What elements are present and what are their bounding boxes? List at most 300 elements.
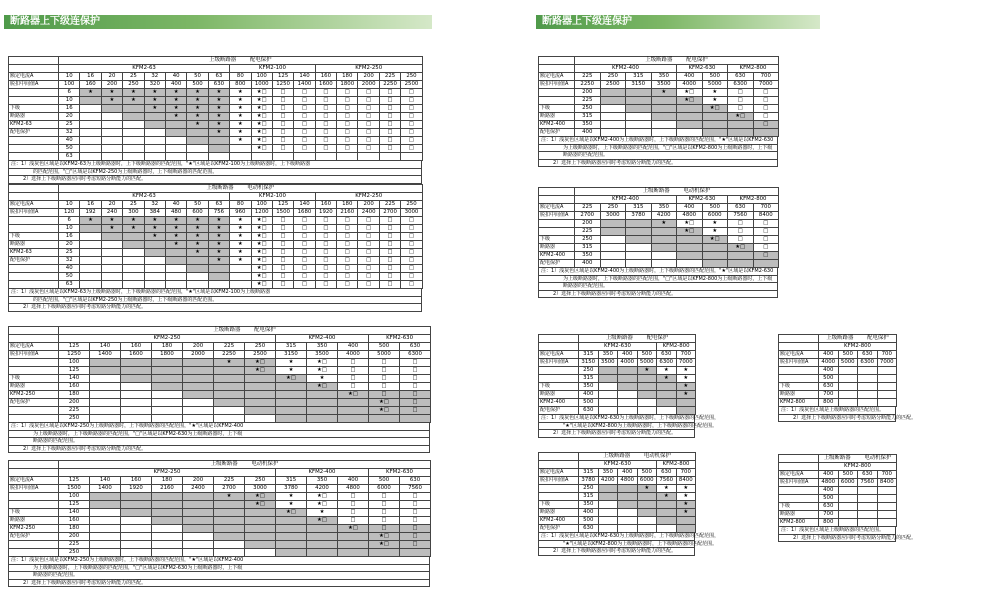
coordination-cell: ★	[208, 129, 229, 137]
trip-current-value: 4000	[618, 359, 638, 367]
coordination-cell: □	[272, 273, 293, 281]
coordination-cell	[187, 273, 208, 281]
coordination-cell: ★	[187, 233, 208, 241]
coordination-cell: □	[379, 241, 400, 249]
coordination-cell	[245, 541, 276, 549]
rated-current-value: 200	[358, 201, 379, 209]
lower-breaker-label: 下级	[779, 503, 819, 511]
group-corner	[539, 343, 579, 351]
lower-breaker-label	[9, 273, 59, 281]
table-footnote: 的匹配范围，"□"区域是以KFM2-250为上级断路器时，上下级断路器的匹配范围。	[8, 169, 422, 177]
coordination-cell	[183, 533, 214, 541]
upper-model-group: KFM2-800	[657, 461, 696, 469]
coordination-cell	[369, 549, 400, 557]
coordination-cell: ★	[187, 217, 208, 225]
coordination-cell: ★	[123, 217, 144, 225]
coordination-cell	[618, 407, 638, 415]
lower-rating-value: 16	[59, 233, 80, 241]
upper-model-group: KFM2-250	[315, 65, 422, 73]
coordination-cell: □	[337, 113, 358, 121]
coordination-cell: □	[753, 121, 779, 129]
upper-model-group: KFM2-100	[230, 65, 316, 73]
coordination-cell	[144, 113, 165, 121]
coordination-cell: ★	[230, 105, 251, 113]
table-footnote: 为上级断路器时，上下级断路器的匹配范围，"□"区域是以KFM2-800为上级断路器时，上下级	[538, 276, 778, 284]
coordination-cell	[121, 525, 152, 533]
coordination-cell: ★	[676, 485, 696, 493]
coordination-cell	[80, 265, 101, 273]
coordination-cell: □	[337, 217, 358, 225]
coordination-cell	[676, 517, 696, 525]
lower-breaker-label: KFM2-400	[539, 399, 579, 407]
coordination-cell: ★□	[251, 225, 272, 233]
coordination-cell: ★	[702, 228, 728, 236]
rated-current-label: 额定电流A	[9, 73, 59, 81]
table-footnote: 注：1）浅灰色区域是以KFM2-630为上级断路器时，上下级断路器的匹配范围，	[538, 533, 695, 541]
trip-current-value: 2500	[245, 351, 276, 359]
rated-current-value: 180	[152, 343, 183, 351]
coordination-cell	[637, 509, 657, 517]
coordination-cell: □	[753, 113, 779, 121]
coordination-cell: □	[272, 225, 293, 233]
coordination-cell	[80, 97, 101, 105]
coordination-cell	[626, 105, 652, 113]
lower-rating-value: 315	[579, 375, 599, 383]
coordination-cell: ★	[307, 375, 338, 383]
coordination-cell: ★□	[251, 265, 272, 273]
coordination-cell	[598, 399, 618, 407]
upper-model-group: KFM2-800	[728, 196, 779, 204]
upper-model-group: KFM2-800	[819, 463, 897, 471]
lower-breaker-label: 配电保护	[9, 399, 59, 407]
coordination-cell: ★□	[276, 509, 307, 517]
coordination-cell: ★□	[276, 375, 307, 383]
coordination-cell: ★	[637, 485, 657, 493]
trip-current-value: 5000	[369, 351, 400, 359]
coordination-cell: ★□	[369, 533, 400, 541]
coordination-cell	[276, 549, 307, 557]
coordination-cell: ★□	[307, 383, 338, 391]
coordination-cell	[877, 503, 897, 511]
coordination-cell: □	[272, 241, 293, 249]
coordination-cell: □	[358, 217, 379, 225]
coordination-cell: □	[337, 241, 358, 249]
coordination-cell	[276, 399, 307, 407]
coordination-table-kfm2-800-motor	[778, 454, 974, 542]
coordination-cell	[121, 399, 152, 407]
coordination-cell	[651, 129, 677, 137]
coordination-cell	[245, 391, 276, 399]
coordination-cell	[877, 487, 897, 495]
rated-current-value: 400	[338, 343, 369, 351]
lower-breaker-label: 下级	[539, 501, 579, 509]
trip-current-value: 2700	[575, 212, 601, 220]
coordination-cell: ★□	[251, 145, 272, 153]
coordination-cell	[637, 493, 657, 501]
coordination-cell	[187, 153, 208, 161]
coordination-cell: ★	[676, 367, 696, 375]
coordination-cell	[208, 265, 229, 273]
upper-model-group: KFM2-800	[728, 65, 779, 73]
coordination-cell	[183, 375, 214, 383]
coordination-cell	[858, 495, 878, 503]
coordination-cell	[123, 273, 144, 281]
table-footnote: 为上级断路器时，上下级断路器的匹配范围，"□"区域是以KFM2-630为上级断路器时，上下级	[8, 565, 430, 573]
rated-current-value: 125	[59, 343, 90, 351]
trip-current-value: 1400	[90, 351, 121, 359]
coordination-cell	[121, 359, 152, 367]
rated-current-value: 140	[294, 201, 315, 209]
coordination-cell	[276, 391, 307, 399]
table-footnote: 注：1）浅灰色区域是以KFM2-250为上级断路器时，上下级断路器的匹配范围，"★"区域是以KFM2-400	[8, 423, 430, 431]
coordination-cell: □	[401, 137, 422, 145]
group-corner	[9, 469, 59, 477]
coordination-cell: ★	[165, 217, 186, 225]
coordination-cell	[307, 391, 338, 399]
coordination-cell	[838, 511, 858, 519]
coordination-cell: □	[337, 273, 358, 281]
coordination-cell	[677, 105, 703, 113]
lower-rating-value: 630	[819, 383, 839, 391]
coordination-cell: □	[379, 217, 400, 225]
upper-model-group: KFM2-400	[276, 469, 369, 477]
lower-rating-value: 25	[59, 249, 80, 257]
coordination-cell	[165, 265, 186, 273]
coordination-cell	[600, 244, 626, 252]
coordination-cell: □	[294, 273, 315, 281]
coordination-cell: ★	[208, 121, 229, 129]
lower-rating-value: 225	[575, 228, 601, 236]
coordination-cell: □	[272, 257, 293, 265]
table-footnote: 注：1）浅灰色区域是以KFM2-630为上级断路器时，上下级断路器的匹配范围，	[538, 415, 695, 423]
coordination-cell	[121, 493, 152, 501]
trip-current-value: 6000	[702, 212, 728, 220]
coordination-cell: □	[338, 359, 369, 367]
trip-current-value: 1920	[315, 209, 336, 217]
coordination-cell	[838, 391, 858, 399]
upper-model-group: KFM2-630	[677, 196, 728, 204]
coordination-cell: ★□	[307, 359, 338, 367]
coordination-cell	[144, 273, 165, 281]
coordination-cell	[165, 273, 186, 281]
trip-current-label: 脱扣中间值A	[9, 351, 59, 359]
coordination-cell	[183, 367, 214, 375]
rated-current-value: 160	[315, 201, 336, 209]
lower-rating-value: 250	[579, 367, 599, 375]
coordination-cell	[400, 415, 431, 423]
coordination-cell: □	[401, 113, 422, 121]
table-title	[59, 327, 431, 335]
rated-current-value: 80	[230, 201, 251, 209]
coordination-cell: □	[400, 383, 431, 391]
rated-current-value: 200	[183, 343, 214, 351]
trip-current-label: 脱扣中间值A	[539, 359, 579, 367]
coordination-cell	[208, 145, 229, 153]
coordination-cell: □	[369, 375, 400, 383]
coordination-table-kfm2-400-motor	[538, 187, 778, 298]
coordination-cell	[101, 265, 122, 273]
coordination-cell	[858, 511, 878, 519]
lower-rating-value: 350	[575, 252, 601, 260]
rated-current-value: 350	[307, 477, 338, 485]
trip-current-value: 1250	[272, 81, 293, 89]
coordination-table-kfm2-630-motor	[538, 452, 772, 556]
coordination-cell	[838, 519, 858, 527]
coordination-cell	[338, 407, 369, 415]
rated-current-label: 额定电流A	[539, 351, 579, 359]
coordination-cell	[338, 541, 369, 549]
lower-breaker-label: KFM2-800	[779, 519, 819, 527]
rated-current-value: 160	[121, 477, 152, 485]
coordination-cell	[600, 113, 626, 121]
lower-breaker-label	[9, 359, 59, 367]
coordination-cell	[123, 249, 144, 257]
trip-current-value: 7560	[858, 479, 878, 487]
rated-current-value: 63	[208, 73, 229, 81]
rated-current-value: 350	[598, 469, 618, 477]
rated-current-value: 125	[59, 477, 90, 485]
trip-current-value: 1920	[121, 485, 152, 493]
trip-current-value: 7560	[400, 485, 431, 493]
upper-model-group: KFM2-630	[677, 65, 728, 73]
coordination-cell: □	[315, 233, 336, 241]
coordination-cell: ★	[230, 249, 251, 257]
coordination-cell: □	[315, 225, 336, 233]
table-corner	[779, 455, 819, 463]
lower-breaker-label: 断路器	[539, 509, 579, 517]
coordination-cell	[753, 129, 779, 137]
coordination-cell	[152, 399, 183, 407]
coordination-cell: □	[337, 129, 358, 137]
upper-model-group: KFM2-250	[59, 469, 276, 477]
rated-current-value: 400	[819, 351, 839, 359]
coordination-cell: □	[379, 105, 400, 113]
rated-current-value: 700	[877, 471, 897, 479]
table-footnote: 2）选择上下级断路器应同时考虑短路分断能力的匹配。	[778, 415, 896, 423]
coordination-cell: ★	[230, 257, 251, 265]
coordination-cell: ★	[676, 375, 696, 383]
rated-current-value: 225	[379, 73, 400, 81]
coordination-cell	[183, 509, 214, 517]
trip-current-value: 6300	[858, 359, 878, 367]
coordination-cell: □	[401, 249, 423, 257]
coordination-cell: □	[400, 407, 431, 415]
coordination-cell: □	[401, 129, 422, 137]
upper-model-group: KFM2-63	[59, 193, 230, 201]
lower-rating-value: 125	[59, 501, 90, 509]
trip-current-value: 1600	[121, 351, 152, 359]
coordination-cell	[877, 367, 897, 375]
lower-rating-value: 160	[59, 383, 90, 391]
coordination-cell: □	[379, 257, 400, 265]
coordination-cell	[858, 383, 878, 391]
trip-current-value: 2250	[214, 351, 245, 359]
coordination-cell	[80, 113, 101, 121]
table-footnote: 的匹配范围，"□"区域是以KFM2-250为上级断路器时，上下级断路器的匹配范围。	[8, 297, 422, 305]
lower-rating-value: 100	[59, 493, 90, 501]
coordination-cell: ★□	[251, 105, 272, 113]
coordination-cell: ★	[123, 97, 144, 105]
trip-current-value: 3780	[626, 212, 652, 220]
lower-rating-value: 250	[59, 549, 90, 557]
coordination-cell: □	[294, 145, 315, 153]
lower-rating-value: 63	[59, 153, 80, 161]
coordination-cell: □	[401, 233, 423, 241]
coordination-cell	[626, 220, 652, 228]
coordination-cell	[401, 153, 422, 161]
coordination-cell	[677, 129, 703, 137]
trip-current-value: 480	[165, 209, 186, 217]
trip-current-value: 2400	[358, 209, 379, 217]
coordination-cell	[245, 525, 276, 533]
table-footnote: 断路器的匹配范围。	[538, 283, 778, 291]
coordination-cell: ★	[101, 217, 122, 225]
coordination-cell: □	[369, 367, 400, 375]
lower-rating-value: 225	[575, 97, 601, 105]
coordination-cell: □	[401, 89, 422, 97]
lower-breaker-label	[9, 367, 59, 375]
lower-breaker-label: KFM2-400	[539, 121, 575, 129]
rated-current-value: 500	[838, 471, 858, 479]
trip-current-value: 3500	[651, 81, 677, 89]
coordination-cell	[598, 493, 618, 501]
coordination-cell	[838, 503, 858, 511]
coordination-cell: ★□	[338, 391, 369, 399]
coordination-cell	[245, 517, 276, 525]
protection-type-title: 配电保护	[867, 335, 889, 342]
lower-rating-value: 700	[819, 391, 839, 399]
coordination-cell	[183, 517, 214, 525]
lower-breaker-label: 下级	[539, 236, 575, 244]
lower-rating-value: 6	[59, 89, 80, 97]
coordination-cell	[245, 509, 276, 517]
trip-current-value: 240	[101, 209, 122, 217]
coordination-cell: □	[294, 129, 315, 137]
table-title	[579, 453, 696, 461]
coordination-cell	[858, 375, 878, 383]
coordination-cell	[90, 525, 121, 533]
rated-current-value: 700	[676, 351, 696, 359]
coordination-cell	[600, 89, 626, 97]
rated-current-value: 225	[214, 477, 245, 485]
coordination-cell: □	[337, 249, 358, 257]
coordination-cell: □	[358, 89, 379, 97]
coordination-cell	[121, 533, 152, 541]
coordination-cell	[80, 105, 101, 113]
coordination-cell	[214, 375, 245, 383]
coordination-cell	[80, 273, 101, 281]
rated-current-value: 250	[401, 201, 423, 209]
coordination-cell	[121, 383, 152, 391]
table-corner	[539, 453, 579, 461]
coordination-cell: □	[400, 517, 431, 525]
table-footnote: 断路器的匹配范围。	[538, 152, 778, 160]
coordination-cell	[618, 509, 638, 517]
coordination-cell	[90, 509, 121, 517]
coordination-cell: □	[379, 89, 400, 97]
coordination-cell	[208, 273, 229, 281]
lower-rating-value: 250	[575, 236, 601, 244]
upper-model-group: KFM2-800	[657, 343, 696, 351]
table-footnote: 注：1）浅灰色区域是以KFM2-250为上级断路器时，上下级断路器的匹配范围，"★"区域是以KFM2-400	[8, 557, 430, 565]
coordination-cell: ★	[165, 113, 186, 121]
coordination-cell	[80, 225, 101, 233]
lower-breaker-label: 下级	[9, 375, 59, 383]
trip-current-label: 脱扣中间值A	[539, 477, 579, 485]
coordination-cell: ★	[230, 129, 251, 137]
coordination-cell: □	[369, 525, 400, 533]
rated-current-value: 250	[401, 73, 422, 81]
coordination-cell: □	[358, 257, 379, 265]
coordination-cell	[626, 97, 652, 105]
lower-breaker-label: 断路器	[539, 113, 575, 121]
coordination-table-kfm2-63-motor	[8, 184, 432, 312]
lower-breaker-label	[539, 97, 575, 105]
coordination-cell	[183, 501, 214, 509]
upper-breaker-title: 上级断路器	[213, 327, 241, 334]
lower-rating-value: 180	[59, 391, 90, 399]
trip-current-value: 6000	[838, 479, 858, 487]
coordination-cell	[152, 533, 183, 541]
coordination-cell: □	[294, 121, 315, 129]
coordination-cell: □	[358, 113, 379, 121]
lower-breaker-label	[9, 493, 59, 501]
trip-current-value: 5000	[838, 359, 858, 367]
coordination-cell	[651, 236, 677, 244]
coordination-cell	[123, 137, 144, 145]
protection-type-title: 配电保护	[249, 57, 272, 64]
coordination-cell: □	[315, 105, 336, 113]
trip-current-value: 1500	[59, 485, 90, 493]
coordination-cell	[123, 233, 144, 241]
lower-rating-value: 800	[819, 399, 839, 407]
upper-model-group: KFM2-800	[819, 343, 897, 351]
rated-current-value: 700	[676, 469, 696, 477]
coordination-cell	[400, 549, 431, 557]
trip-current-value: 1400	[90, 485, 121, 493]
coordination-cell	[230, 145, 251, 153]
trip-current-value: 2250	[379, 81, 400, 89]
coordination-cell	[677, 244, 703, 252]
coordination-cell: □	[379, 145, 400, 153]
lower-rating-value: 32	[59, 129, 80, 137]
upper-breaker-title: 上级断路器	[645, 57, 673, 64]
coordination-cell: ★	[208, 233, 229, 241]
lower-rating-value: 200	[59, 399, 90, 407]
coordination-cell	[165, 145, 186, 153]
trip-current-label: 脱扣中间值A	[9, 209, 59, 217]
coordination-cell	[187, 265, 208, 273]
rated-current-value: 140	[294, 73, 315, 81]
trip-current-value: 2500	[401, 81, 422, 89]
rated-current-value: 50	[187, 73, 208, 81]
coordination-cell	[272, 153, 293, 161]
trip-current-value: 7000	[753, 81, 779, 89]
coordination-cell	[123, 145, 144, 153]
rated-current-label: 额定电流A	[539, 204, 575, 212]
coordination-cell	[379, 153, 400, 161]
rated-current-label: 额定电流A	[539, 73, 575, 81]
rated-current-value: 500	[637, 469, 657, 477]
coordination-cell: □	[337, 121, 358, 129]
coordination-cell	[276, 407, 307, 415]
coordination-cell: □	[337, 225, 358, 233]
table-title	[819, 335, 897, 343]
lower-rating-value: 140	[59, 375, 90, 383]
table-title	[59, 185, 423, 193]
rated-current-label: 额定电流A	[9, 201, 59, 209]
coordination-cell: ★	[208, 249, 229, 257]
